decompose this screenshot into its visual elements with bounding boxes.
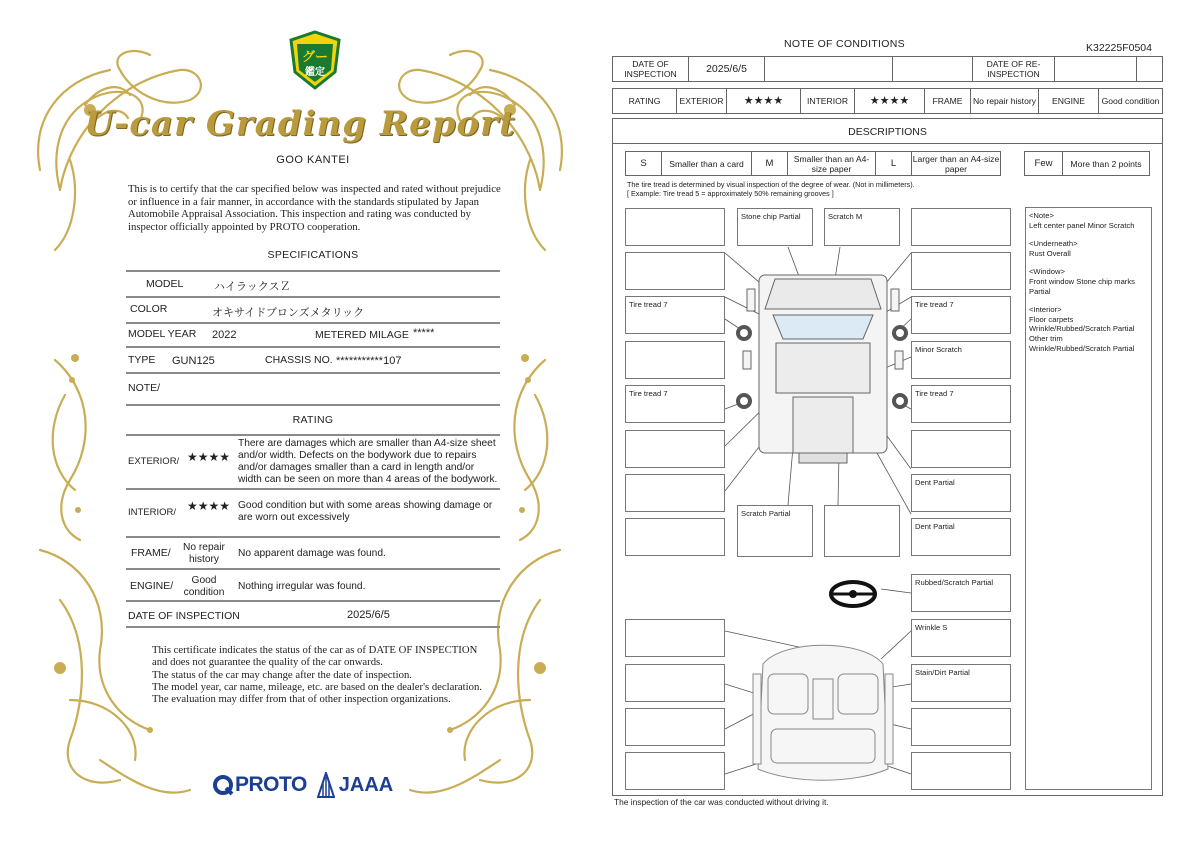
- legend-code: S: [626, 152, 662, 175]
- logos: [212, 770, 393, 800]
- model-label: MODEL: [146, 278, 184, 290]
- damage-box: Wrinkle S: [911, 619, 1011, 657]
- damage-box: [625, 518, 725, 556]
- damage-box: [911, 430, 1011, 468]
- interior-label: INTERIOR: [801, 89, 855, 113]
- descriptions-heading: DESCRIPTIONS: [848, 126, 927, 138]
- report-code: K32225F0504: [1086, 42, 1152, 54]
- date-of-inspection-value: 2025/6/5: [689, 57, 765, 81]
- chassis-value: ***********107: [336, 355, 402, 367]
- divider: [126, 346, 500, 348]
- tire-note-line: The tire tread is determined by visual inspection of the degree of wear. (Not in millimeters).: [627, 180, 915, 189]
- interior-entry: <Interior> Floor carpets Wrinkle/Rubbed/Scratch Partial Other trim Wrinkle/Rubbed/Scratch Partial: [1029, 305, 1135, 353]
- frame-value: No repair history: [183, 542, 225, 565]
- damage-box: Stone chip Partial: [737, 208, 813, 246]
- report-subtitle: GOO KANTEI: [276, 154, 350, 166]
- type-label: TYPE: [128, 354, 156, 366]
- type-value: GUN125: [172, 355, 215, 367]
- divider: [126, 626, 500, 628]
- window-entry: <Window> Front window Stone chip marks Partial: [1029, 267, 1135, 296]
- inspection-date-table: [612, 56, 1163, 82]
- engine-label: ENGINE/: [130, 580, 174, 592]
- blank-cell: [1137, 57, 1162, 81]
- note-entry: <Note> Left center panel Minor Scratch: [1029, 211, 1135, 230]
- damage-box: Dent Partial: [911, 474, 1011, 512]
- damage-box: [625, 619, 725, 657]
- report-title: U-car Grading Report: [84, 104, 516, 144]
- mileage-value: *****: [413, 327, 435, 339]
- interior-label: INTERIOR/: [128, 507, 177, 518]
- goo-kantei-badge: [287, 30, 343, 90]
- damage-box: Dent Partial: [911, 518, 1011, 556]
- note-label: NOTE/: [128, 382, 161, 394]
- exterior-description: There are damages which are smaller than A4-size sheet and/or width. Defects on the bodywork due to repairs and/or damages smaller than a card in length and/or width can be seen on more than 4 areas of the bodywork.: [238, 438, 498, 485]
- proto-logo: [212, 773, 307, 797]
- certification-intro: This is to certify that the car specified below was inspected and rated without prejudice or influence in a fair manner, in accordance with the standards stipulated by Japan Automobile Appraisal Association. This inspection and rating was conducted by inspector officially appointed by PROTO cooperation.: [128, 183, 501, 233]
- legend-text: Larger than an A4-size paper: [912, 153, 1000, 174]
- engine-description: Nothing irregular was found.: [238, 581, 366, 592]
- jaaa-logo-text: JAAA: [338, 773, 394, 796]
- damage-box: Tire tread 7: [625, 385, 725, 423]
- exterior-label: EXTERIOR/: [128, 456, 180, 467]
- date-of-inspection-label: DATE OF INSPECTION: [613, 57, 689, 81]
- mileage-label: METERED MILAGE: [315, 329, 409, 341]
- rating-label: RATING: [613, 89, 677, 113]
- interior-stars: ★★★★: [187, 499, 231, 513]
- notes-panel: [1025, 207, 1152, 790]
- tire-note-example: [ Example: Tire tread 5 = approximately 50% remaining grooves ]: [627, 189, 834, 198]
- engine-value: Good condition: [183, 575, 225, 598]
- svg-text:鑑定: 鑑定: [305, 67, 325, 78]
- date-of-reinspection-value: [1055, 57, 1137, 81]
- damage-box: Stain/Dirt Partial: [911, 664, 1011, 702]
- date-of-reinspection-label: DATE OF RE-INSPECTION: [973, 57, 1055, 81]
- inspection-date-label: DATE OF INSPECTION: [128, 610, 240, 622]
- jaaa-mark-icon: [317, 772, 335, 798]
- blank-cell: [893, 57, 973, 81]
- damage-box: Rubbed/Scratch Partial: [911, 574, 1011, 612]
- damage-box: Tire tread 7: [911, 385, 1011, 423]
- damage-box: [625, 208, 725, 246]
- proto-mark-icon: [212, 774, 234, 796]
- legend-text: Smaller than an A4-size paper: [788, 152, 876, 175]
- divider: [126, 600, 500, 602]
- steering-wheel-icon: [831, 582, 875, 606]
- damage-box: Tire tread 7: [911, 296, 1011, 334]
- damage-box: [911, 752, 1011, 790]
- damage-box: [824, 505, 900, 557]
- divider: [126, 372, 500, 374]
- tire-tread-note: [627, 180, 915, 198]
- damage-box: [625, 252, 725, 290]
- damage-box: [625, 664, 725, 702]
- damage-box: Scratch M: [824, 208, 900, 246]
- proto-logo-text: PROTO: [235, 773, 307, 796]
- exterior-stars: ★★★★: [187, 450, 231, 464]
- legend-code: Few: [1025, 152, 1063, 175]
- blank-cell: [765, 57, 893, 81]
- note-of-conditions: [600, 0, 1200, 848]
- divider: [613, 143, 1162, 144]
- underneath-entry: <Underneath> Rust Overall: [1029, 239, 1078, 258]
- inspection-date-value: 2025/6/5: [347, 609, 390, 621]
- frame-value: No repair history: [971, 89, 1039, 113]
- model-value: ハイラックスＺ: [214, 281, 291, 293]
- damage-box: [625, 752, 725, 790]
- damage-box: [911, 208, 1011, 246]
- engine-label: ENGINE: [1039, 89, 1099, 113]
- model-year-value: 2022: [212, 329, 237, 341]
- legend-text: Smaller than a card: [662, 152, 752, 175]
- exterior-label: EXTERIOR: [677, 89, 727, 113]
- legend-text: More than 2 points: [1070, 158, 1142, 169]
- damage-box: [911, 708, 1011, 746]
- size-legend: [625, 151, 1001, 176]
- divider: [126, 270, 500, 272]
- divider: [126, 404, 500, 406]
- rating-heading: RATING: [292, 414, 334, 426]
- chassis-label: CHASSIS NO.: [265, 354, 333, 366]
- damage-box: [625, 708, 725, 746]
- divider: [126, 488, 500, 490]
- interior-description: Good condition but with some areas showing damage or are worn out excessively: [238, 500, 493, 523]
- divider: [126, 296, 500, 298]
- note-title: NOTE OF CONDITIONS: [784, 38, 905, 50]
- exterior-stars: ★★★★: [727, 89, 801, 113]
- legend-code: L: [876, 152, 912, 175]
- divider: [126, 322, 500, 324]
- interior-stars: ★★★★: [855, 89, 925, 113]
- damage-box: [625, 341, 725, 379]
- model-year-label: MODEL YEAR: [128, 328, 197, 340]
- color-label: COLOR: [130, 303, 168, 315]
- descriptions-panel: [612, 118, 1163, 796]
- damage-box: [625, 474, 725, 512]
- divider: [126, 434, 500, 436]
- rating-table: [612, 88, 1163, 114]
- specifications-heading: SPECIFICATIONS: [267, 249, 359, 261]
- engine-value: Good condition: [1101, 96, 1160, 106]
- damage-box: Minor Scratch: [911, 341, 1011, 379]
- damage-box: Tire tread 7: [625, 296, 725, 334]
- frame-label: FRAME/: [131, 547, 171, 559]
- color-value: オキサイドブロンズメタリック: [212, 307, 365, 319]
- damage-box: [911, 252, 1011, 290]
- legend-code: M: [752, 152, 788, 175]
- damage-box: [625, 430, 725, 468]
- svg-text:グー: グー: [301, 50, 329, 65]
- few-legend: [1024, 151, 1150, 176]
- certificate-disclaimer: This certificate indicates the status of the car as of DATE OF INSPECTION and does not guarantee the quality of the car onwards. The status of the car may change after the date of inspection. The model year, car name, mileage, etc. are based on the dealer's declaration. The evaluation may differ from that of other inspection organizations.: [152, 644, 482, 706]
- frame-description: No apparent damage was found.: [238, 548, 386, 559]
- divider: [126, 536, 500, 538]
- divider: [126, 568, 500, 570]
- damage-box: Scratch Partial: [737, 505, 813, 557]
- inspection-footnote: The inspection of the car was conducted without driving it.: [614, 797, 829, 807]
- frame-label: FRAME: [925, 89, 971, 113]
- jaaa-logo: [317, 772, 393, 798]
